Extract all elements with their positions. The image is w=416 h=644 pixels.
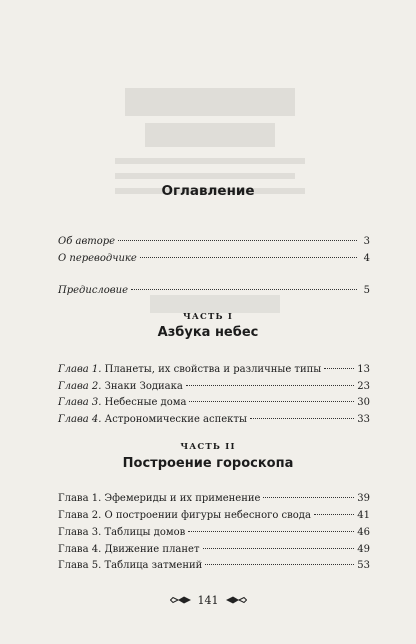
chapter-title: Таблица затмений xyxy=(104,560,203,571)
chapter-title: Астрономические аспекты xyxy=(104,414,247,425)
entry-page: 13 xyxy=(357,364,370,375)
page-number: 141 xyxy=(197,593,219,607)
right-ornament-icon xyxy=(225,595,247,605)
dot-leader xyxy=(186,385,354,386)
entry-page: 5 xyxy=(363,285,370,296)
dot-leader xyxy=(131,289,357,290)
show-through-shadow xyxy=(105,78,315,228)
dot-leader xyxy=(203,548,355,549)
part-2-label: ЧАСТЬ II xyxy=(180,442,236,452)
dot-leader xyxy=(205,564,354,565)
chapter-number: Глава 3. xyxy=(58,397,102,408)
part-2-title: Построение гороскопа xyxy=(122,456,294,471)
toc-entry-chapter[interactable] xyxy=(58,363,370,377)
toc-entry-preface[interactable] xyxy=(58,284,370,298)
chapter-number: Глава 4. xyxy=(58,544,102,555)
chapter-title: Эфемериды и их применение xyxy=(104,493,261,504)
entry-page: 23 xyxy=(357,381,370,392)
entry-page: 33 xyxy=(357,414,370,425)
left-ornament-icon xyxy=(170,595,192,605)
entry-page: 3 xyxy=(363,236,370,247)
toc-entry-about-author[interactable] xyxy=(58,235,370,249)
entry-page: 39 xyxy=(357,493,370,504)
chapter-title: Планеты, их свойства и различные типы xyxy=(104,364,322,375)
entry-page: 53 xyxy=(357,560,370,571)
chapter-title: Небесные дома xyxy=(104,397,187,408)
dot-leader xyxy=(250,418,354,419)
chapter-number: Глава 2. xyxy=(58,510,102,521)
toc-title: Оглавление xyxy=(161,183,255,199)
toc-entry-chapter[interactable] xyxy=(58,543,370,557)
dot-leader xyxy=(314,514,354,515)
chapter-number: Глава 4. xyxy=(58,414,102,425)
toc-entry-chapter[interactable] xyxy=(58,492,370,506)
entry-page: 49 xyxy=(357,544,370,555)
chapter-number: Глава 3. xyxy=(58,527,102,538)
page-footer xyxy=(0,590,416,610)
chapter-number: Глава 1. xyxy=(58,364,102,375)
toc-entry-chapter[interactable] xyxy=(58,509,370,523)
dot-leader xyxy=(188,531,354,532)
chapter-number: Глава 2. xyxy=(58,381,102,392)
chapter-title: Таблицы домов xyxy=(104,527,186,538)
entry-title: Об авторе xyxy=(58,236,116,247)
dot-leader xyxy=(263,497,354,498)
chapter-number: Глава 1. xyxy=(58,493,102,504)
entry-page: 4 xyxy=(363,253,370,264)
entry-page: 30 xyxy=(357,397,370,408)
part-1-label: ЧАСТЬ I xyxy=(182,312,234,322)
toc-entry-chapter[interactable] xyxy=(58,559,370,573)
dot-leader xyxy=(324,368,354,369)
entry-page: 46 xyxy=(357,527,370,538)
chapter-title: Знаки Зодиака xyxy=(104,381,183,392)
entry-title: О переводчике xyxy=(58,253,137,264)
toc-entry-chapter[interactable] xyxy=(58,380,370,394)
entry-title: Предисловие xyxy=(58,285,128,296)
dot-leader xyxy=(140,257,357,258)
entry-page: 41 xyxy=(357,510,370,521)
chapter-number: Глава 5. xyxy=(58,560,102,571)
chapter-title: О построении фигуры небесного свода xyxy=(104,510,311,521)
toc-entry-about-translator[interactable] xyxy=(58,252,370,266)
toc-entry-chapter[interactable] xyxy=(58,396,370,410)
part-1-title: Азбука небес xyxy=(157,325,259,340)
chapter-title: Движение планет xyxy=(104,544,200,555)
toc-entry-chapter[interactable] xyxy=(58,526,370,540)
dot-leader xyxy=(118,240,357,241)
toc-entry-chapter[interactable] xyxy=(58,413,370,427)
dot-leader xyxy=(189,401,354,402)
